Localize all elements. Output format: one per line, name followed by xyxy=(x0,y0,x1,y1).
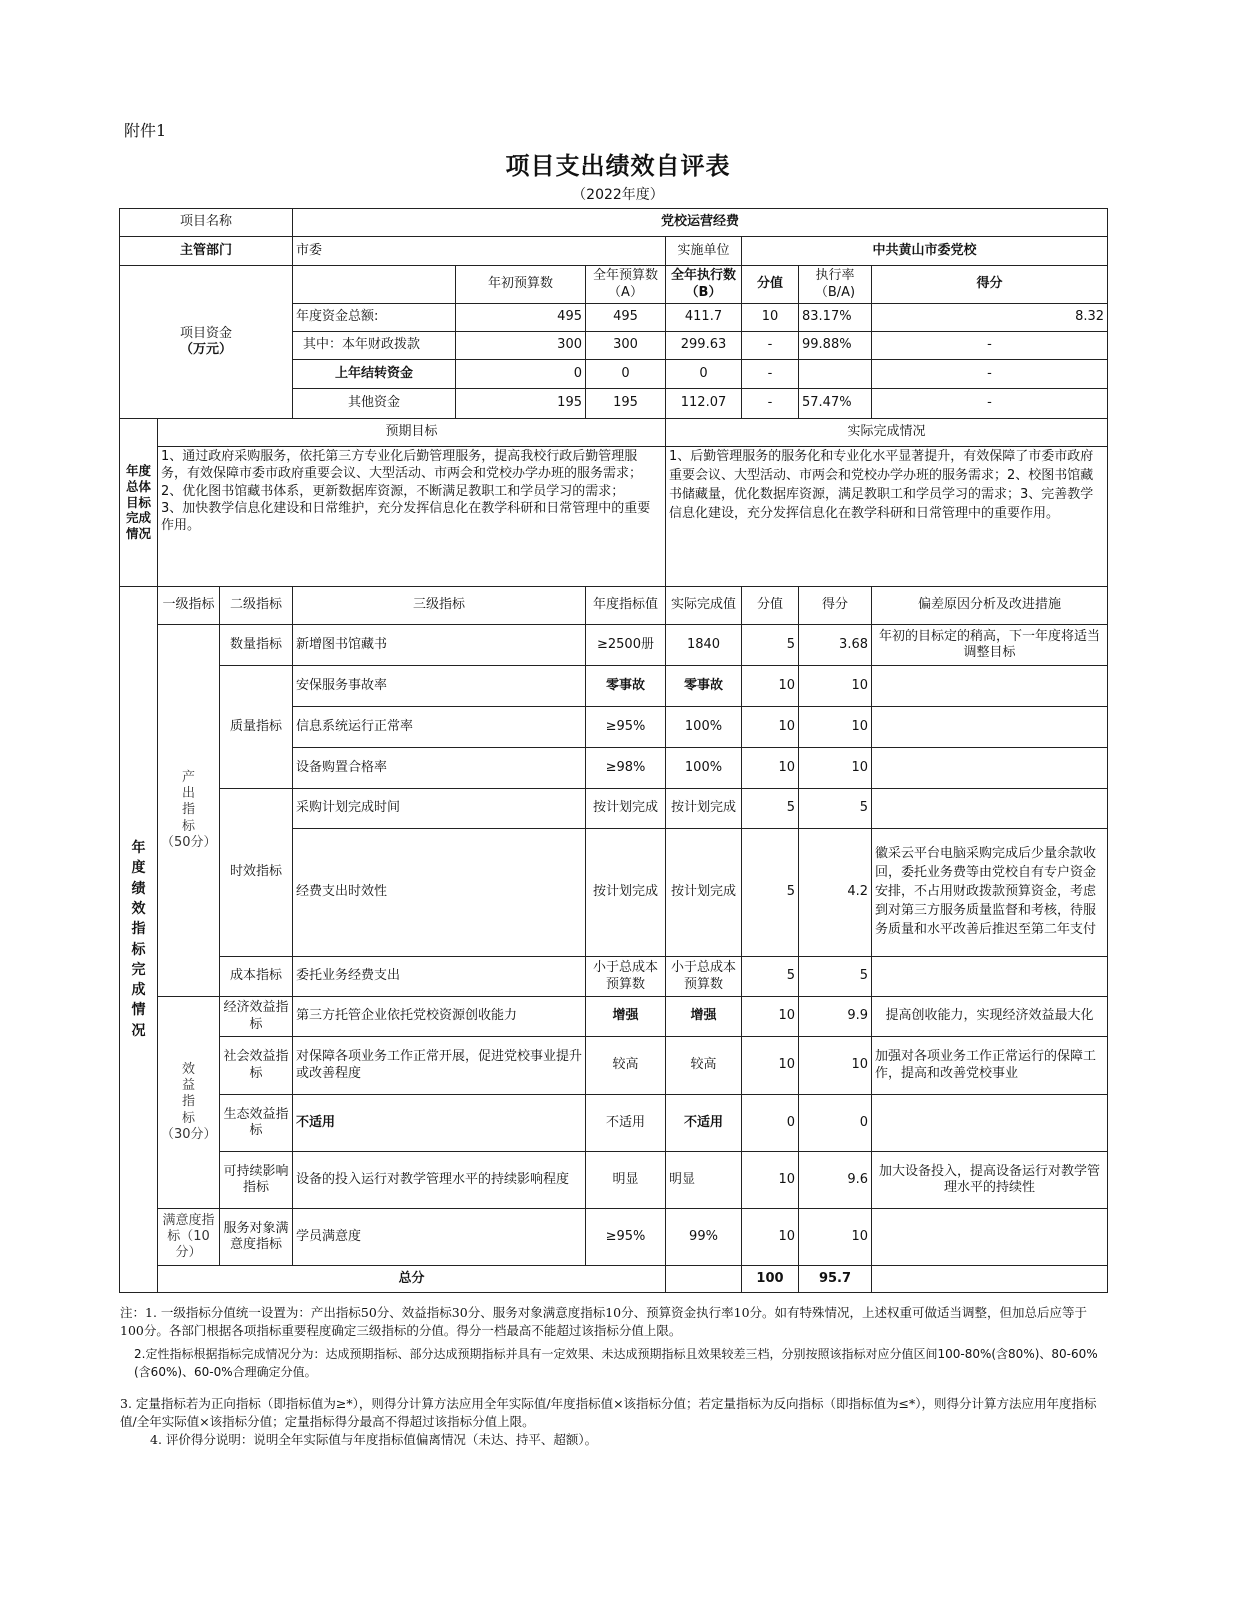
page-title: 项目支出绩效自评表 xyxy=(505,151,731,180)
funds-row-label: 年度资金总额: xyxy=(293,304,456,332)
indicator-got: 10 xyxy=(799,707,872,748)
indicator-actual: 按计划完成 xyxy=(666,789,742,829)
total-blank xyxy=(666,1266,742,1293)
dept-label: 主管部门 xyxy=(120,237,293,266)
category-sustain: 可持续影响指标 xyxy=(220,1152,293,1209)
funds-label: 项目资金 xyxy=(179,325,232,341)
unit-value: 中共黄山市委党校 xyxy=(742,237,1108,266)
table-row xyxy=(120,666,1108,707)
indicator-got: 0 xyxy=(799,1095,872,1152)
indicator-score: 10 xyxy=(742,707,799,748)
funds-header-rate: 执行率（B/A) xyxy=(799,266,872,304)
indicators-side-label: 年 度 绩 效 指 标 完 成 情 况 xyxy=(120,587,158,1293)
funds-row-got: - xyxy=(872,389,1108,419)
indicator-target: ≥95% xyxy=(586,707,666,748)
funds-unit: （万元） xyxy=(179,342,232,357)
attachment-label: 附件1 xyxy=(124,121,167,140)
total-row xyxy=(120,1266,1108,1293)
funds-row-initial: 495 xyxy=(456,304,586,332)
project-name-row xyxy=(120,209,1108,237)
funds-row-annual: 495 xyxy=(586,304,666,332)
ind-header-level1: 一级指标 xyxy=(158,587,220,625)
indicator-name: 第三方托管企业依托党校资源创收能力 xyxy=(293,997,586,1037)
indicator-note: 加大设备投入，提高设备运行对教学管理水平的持续性 xyxy=(872,1152,1108,1209)
indicator-got: 5 xyxy=(799,957,872,997)
indicator-note xyxy=(872,1209,1108,1266)
indicator-got: 5 xyxy=(799,789,872,829)
unit-label: 实施单位 xyxy=(666,237,742,266)
ind-header-level2: 二级指标 xyxy=(220,587,293,625)
indicator-score: 0 xyxy=(742,1095,799,1152)
indicator-note: 徽采云平台电脑采购完成后少量余款收回，委托业务费等由党校自有专户资金安排，不占用财政拨款预算资金，考虑到对第三方服务质量监督和考核，待服务质量和水平改善后推迟至第二年支付 xyxy=(872,829,1108,957)
indicator-got: 9.6 xyxy=(799,1152,872,1209)
indicator-actual: 较高 xyxy=(666,1037,742,1095)
funds-row-initial: 0 xyxy=(456,360,586,389)
category-time: 时效指标 xyxy=(220,789,293,957)
indicator-score: 10 xyxy=(742,1209,799,1266)
indicator-name: 委托业务经费支出 xyxy=(293,957,586,997)
table-row xyxy=(120,1152,1108,1209)
funds-header-annual: 全年预算数（A） xyxy=(586,266,666,304)
indicator-name: 不适用 xyxy=(293,1095,586,1152)
footnote-3: 3. 定量指标若为正向指标（即指标值为≥*），则得分计算方法应用全年实际值/年度指标值×该指标分值；若定量指标为反向指标（即指标值为≤*），则得分计算方法应用年度指标值/全年实际值×该指标分值；定量指标得分最高不得超过该指标分值上限。 xyxy=(120,1396,1097,1430)
indicator-actual: 零事故 xyxy=(666,666,742,707)
indicator-target: 小于总成本预算数 xyxy=(586,957,666,997)
funds-header-blank xyxy=(293,266,456,304)
funds-row-rate xyxy=(799,360,872,389)
indicator-actual: 100% xyxy=(666,707,742,748)
footnote-1: 注：1. 一级指标分值统一设置为：产出指标50分、效益指标30分、服务对象满意度指标10分、预算资金执行率10分。如有特殊情况，上述权重可做适当调整，但加总后应等于100分。各部门根据各项指标重要程度确定三级指标的分值。得分一档最高不能超过该指标分值上限。 xyxy=(120,1305,1088,1339)
category-economic: 经济效益指标 xyxy=(220,997,293,1037)
actual-goals-text: 1、后勤管理服务的服务化和专业化水平显著提升，有效保障了市委市政府重要会议、大型活动、市两会和党校办学办班的服务需求；2、校图书馆藏书储藏量，优化数据库资源，满足教职工和学员学习的需求；3、完善教学信息化建设，充分发挥信息化在教学科研和日常管理中的重要作用。 xyxy=(666,447,1108,587)
indicator-score: 10 xyxy=(742,666,799,707)
indicator-actual: 明显 xyxy=(666,1152,742,1209)
goals-header-row xyxy=(120,419,1108,447)
indicator-actual: 不适用 xyxy=(666,1095,742,1152)
funds-row-rate: 83.17% xyxy=(799,304,872,332)
funds-row-got: - xyxy=(872,360,1108,389)
category-cost: 成本指标 xyxy=(220,957,293,997)
footnote-4: 4. 评价得分说明：说明全年实际值与年度指标值偏离情况（未达、持平、超额）。 xyxy=(150,1432,598,1448)
funds-row-annual: 195 xyxy=(586,389,666,419)
indicator-target: 不适用 xyxy=(586,1095,666,1152)
total-label: 总分 xyxy=(158,1266,666,1293)
ind-header-actual: 实际完成值 xyxy=(666,587,742,625)
funds-row-rate: 57.47% xyxy=(799,389,872,419)
indicator-score: 10 xyxy=(742,748,799,789)
indicator-score: 5 xyxy=(742,789,799,829)
indicator-name: 设备的投入运行对教学管理水平的持续影响程度 xyxy=(293,1152,586,1209)
indicator-name: 经费支出时效性 xyxy=(293,829,586,957)
table-row xyxy=(120,1037,1108,1095)
indicator-target: 较高 xyxy=(586,1037,666,1095)
indicator-score: 5 xyxy=(742,957,799,997)
table-row xyxy=(120,1095,1108,1152)
indicator-name: 采购计划完成时间 xyxy=(293,789,586,829)
funds-row-label: 上年结转资金 xyxy=(293,360,456,389)
output-indicator-label: 产 出 指 标 （50分） xyxy=(158,625,220,997)
indicator-target: 明显 xyxy=(586,1152,666,1209)
indicator-note xyxy=(872,666,1108,707)
goals-side-label: 年度 总体 目标 完成 情况 xyxy=(120,419,158,587)
funds-row-rate: 99.88% xyxy=(799,332,872,360)
funds-header-executed: 全年执行数（B） xyxy=(666,266,742,304)
funds-row-label: 其中：本年财政拨款 xyxy=(293,332,456,360)
ind-header-got: 得分 xyxy=(799,587,872,625)
indicator-name: 设备购置合格率 xyxy=(293,748,586,789)
project-name-value: 党校运营经费 xyxy=(293,209,1108,237)
indicator-note xyxy=(872,789,1108,829)
indicator-name: 信息系统运行正常率 xyxy=(293,707,586,748)
indicator-name: 对保障各项业务工作正常开展，促进党校事业提升或改善程度 xyxy=(293,1037,586,1095)
funds-header-initial: 年初预算数 xyxy=(456,266,586,304)
indicator-actual: 增强 xyxy=(666,997,742,1037)
funds-row-executed: 411.7 xyxy=(666,304,742,332)
indicator-target: 按计划完成 xyxy=(586,789,666,829)
footnotes xyxy=(120,1304,1110,1455)
indicator-actual: 小于总成本预算数 xyxy=(666,957,742,997)
funds-row-initial: 300 xyxy=(456,332,586,360)
indicator-target: 增强 xyxy=(586,997,666,1037)
funds-header-score: 分值 xyxy=(742,266,799,304)
funds-row-score: - xyxy=(742,332,799,360)
indicator-note xyxy=(872,707,1108,748)
satisfaction-indicator-label: 满意度指标（10分） xyxy=(158,1209,220,1266)
table-row xyxy=(120,957,1108,997)
funds-row-initial: 195 xyxy=(456,389,586,419)
report-year: （2022年度） xyxy=(572,187,664,203)
indicator-target: ≥98% xyxy=(586,748,666,789)
dept-value: 市委 xyxy=(293,237,666,266)
ind-header-level3: 三级指标 xyxy=(293,587,586,625)
table-row xyxy=(120,789,1108,829)
table-row xyxy=(120,1209,1108,1266)
indicator-score: 10 xyxy=(742,1152,799,1209)
table-row xyxy=(120,997,1108,1037)
funds-row-executed: 0 xyxy=(666,360,742,389)
category-social: 社会效益指标 xyxy=(220,1037,293,1095)
funds-row-executed: 112.07 xyxy=(666,389,742,419)
indicator-score: 10 xyxy=(742,1037,799,1095)
indicator-actual: 1840 xyxy=(666,625,742,666)
ind-header-note: 偏差原因分析及改进措施 xyxy=(872,587,1108,625)
dept-row xyxy=(120,237,1108,266)
indicator-actual: 按计划完成 xyxy=(666,829,742,957)
indicator-score: 5 xyxy=(742,625,799,666)
indicator-got: 10 xyxy=(799,1209,872,1266)
indicator-target: 按计划完成 xyxy=(586,829,666,957)
indicator-actual: 99% xyxy=(666,1209,742,1266)
indicator-note: 加强对各项业务工作正常运行的保障工作，提高和改善党校事业 xyxy=(872,1037,1108,1095)
indicator-name: 新增图书馆藏书 xyxy=(293,625,586,666)
funds-row-executed: 299.63 xyxy=(666,332,742,360)
indicator-got: 9.9 xyxy=(799,997,872,1037)
funds-row-score: - xyxy=(742,360,799,389)
indicators-header-row xyxy=(120,587,1108,625)
indicator-got: 10 xyxy=(799,666,872,707)
indicator-got: 10 xyxy=(799,1037,872,1095)
category-service: 服务对象满意度指标 xyxy=(220,1209,293,1266)
indicator-actual: 100% xyxy=(666,748,742,789)
category-quality: 质量指标 xyxy=(220,666,293,789)
funds-header-got: 得分 xyxy=(872,266,1108,304)
total-score: 100 xyxy=(742,1266,799,1293)
indicator-score: 10 xyxy=(742,997,799,1037)
indicator-got: 3.68 xyxy=(799,625,872,666)
indicator-target: ≥95% xyxy=(586,1209,666,1266)
evaluation-table xyxy=(119,208,1108,1293)
category-quantity: 数量指标 xyxy=(220,625,293,666)
indicator-note xyxy=(872,748,1108,789)
table-row xyxy=(120,625,1108,666)
funds-row-label: 其他资金 xyxy=(293,389,456,419)
footnote-2: 2.定性指标根据指标完成情况分为：达成预期指标、部分达成预期指标并具有一定效果、未达成预期指标且效果较差三档，分别按照该指标对应分值区间100-80%(含80%)、80-60%(含60%)、60-0%合理确定分值。 xyxy=(134,1347,1098,1379)
funds-row-annual: 0 xyxy=(586,360,666,389)
ind-header-score: 分值 xyxy=(742,587,799,625)
funds-row-score: - xyxy=(742,389,799,419)
indicator-target: 零事故 xyxy=(586,666,666,707)
indicator-note: 提高创收能力，实现经济效益最大化 xyxy=(872,997,1108,1037)
indicator-target: ≥2500册 xyxy=(586,625,666,666)
indicator-score: 5 xyxy=(742,829,799,957)
indicator-note: 年初的目标定的稍高，下一年度将适当调整目标 xyxy=(872,625,1108,666)
goals-content-row xyxy=(120,447,1108,587)
indicator-note xyxy=(872,957,1108,997)
expected-goals-label: 预期目标 xyxy=(158,419,666,447)
funds-row-score: 10 xyxy=(742,304,799,332)
indicator-note xyxy=(872,1095,1108,1152)
indicator-got: 4.2 xyxy=(799,829,872,957)
funds-row-annual: 300 xyxy=(586,332,666,360)
total-note xyxy=(872,1266,1108,1293)
funds-header-row xyxy=(120,266,1108,304)
funds-row-got: - xyxy=(872,332,1108,360)
benefit-indicator-label: 效 益 指 标 （30分） xyxy=(158,997,220,1209)
indicator-got: 10 xyxy=(799,748,872,789)
indicator-name: 安保服务事故率 xyxy=(293,666,586,707)
ind-header-target: 年度指标值 xyxy=(586,587,666,625)
project-name-label: 项目名称 xyxy=(120,209,293,237)
funds-label-cell xyxy=(120,266,293,419)
expected-goals-text: 1、通过政府采购服务，依托第三方专业化后勤管理服务，提高我校行政后勤管理服务，有效保障市委市政府重要会议、大型活动、市两会和党校办学办班的服务需求； 2、优化图书馆藏书体系，更新数据库资源，不断满足教职工和学员学习的需求； 3、加快教学信息化建设和日常维护，充分发挥信息化在教学科研和日常管理中的重要作用。 xyxy=(158,447,666,587)
actual-goals-label: 实际完成情况 xyxy=(666,419,1108,447)
funds-row-got: 8.32 xyxy=(872,304,1108,332)
category-eco: 生态效益指标 xyxy=(220,1095,293,1152)
total-got: 95.7 xyxy=(799,1266,872,1293)
indicator-name: 学员满意度 xyxy=(293,1209,586,1266)
